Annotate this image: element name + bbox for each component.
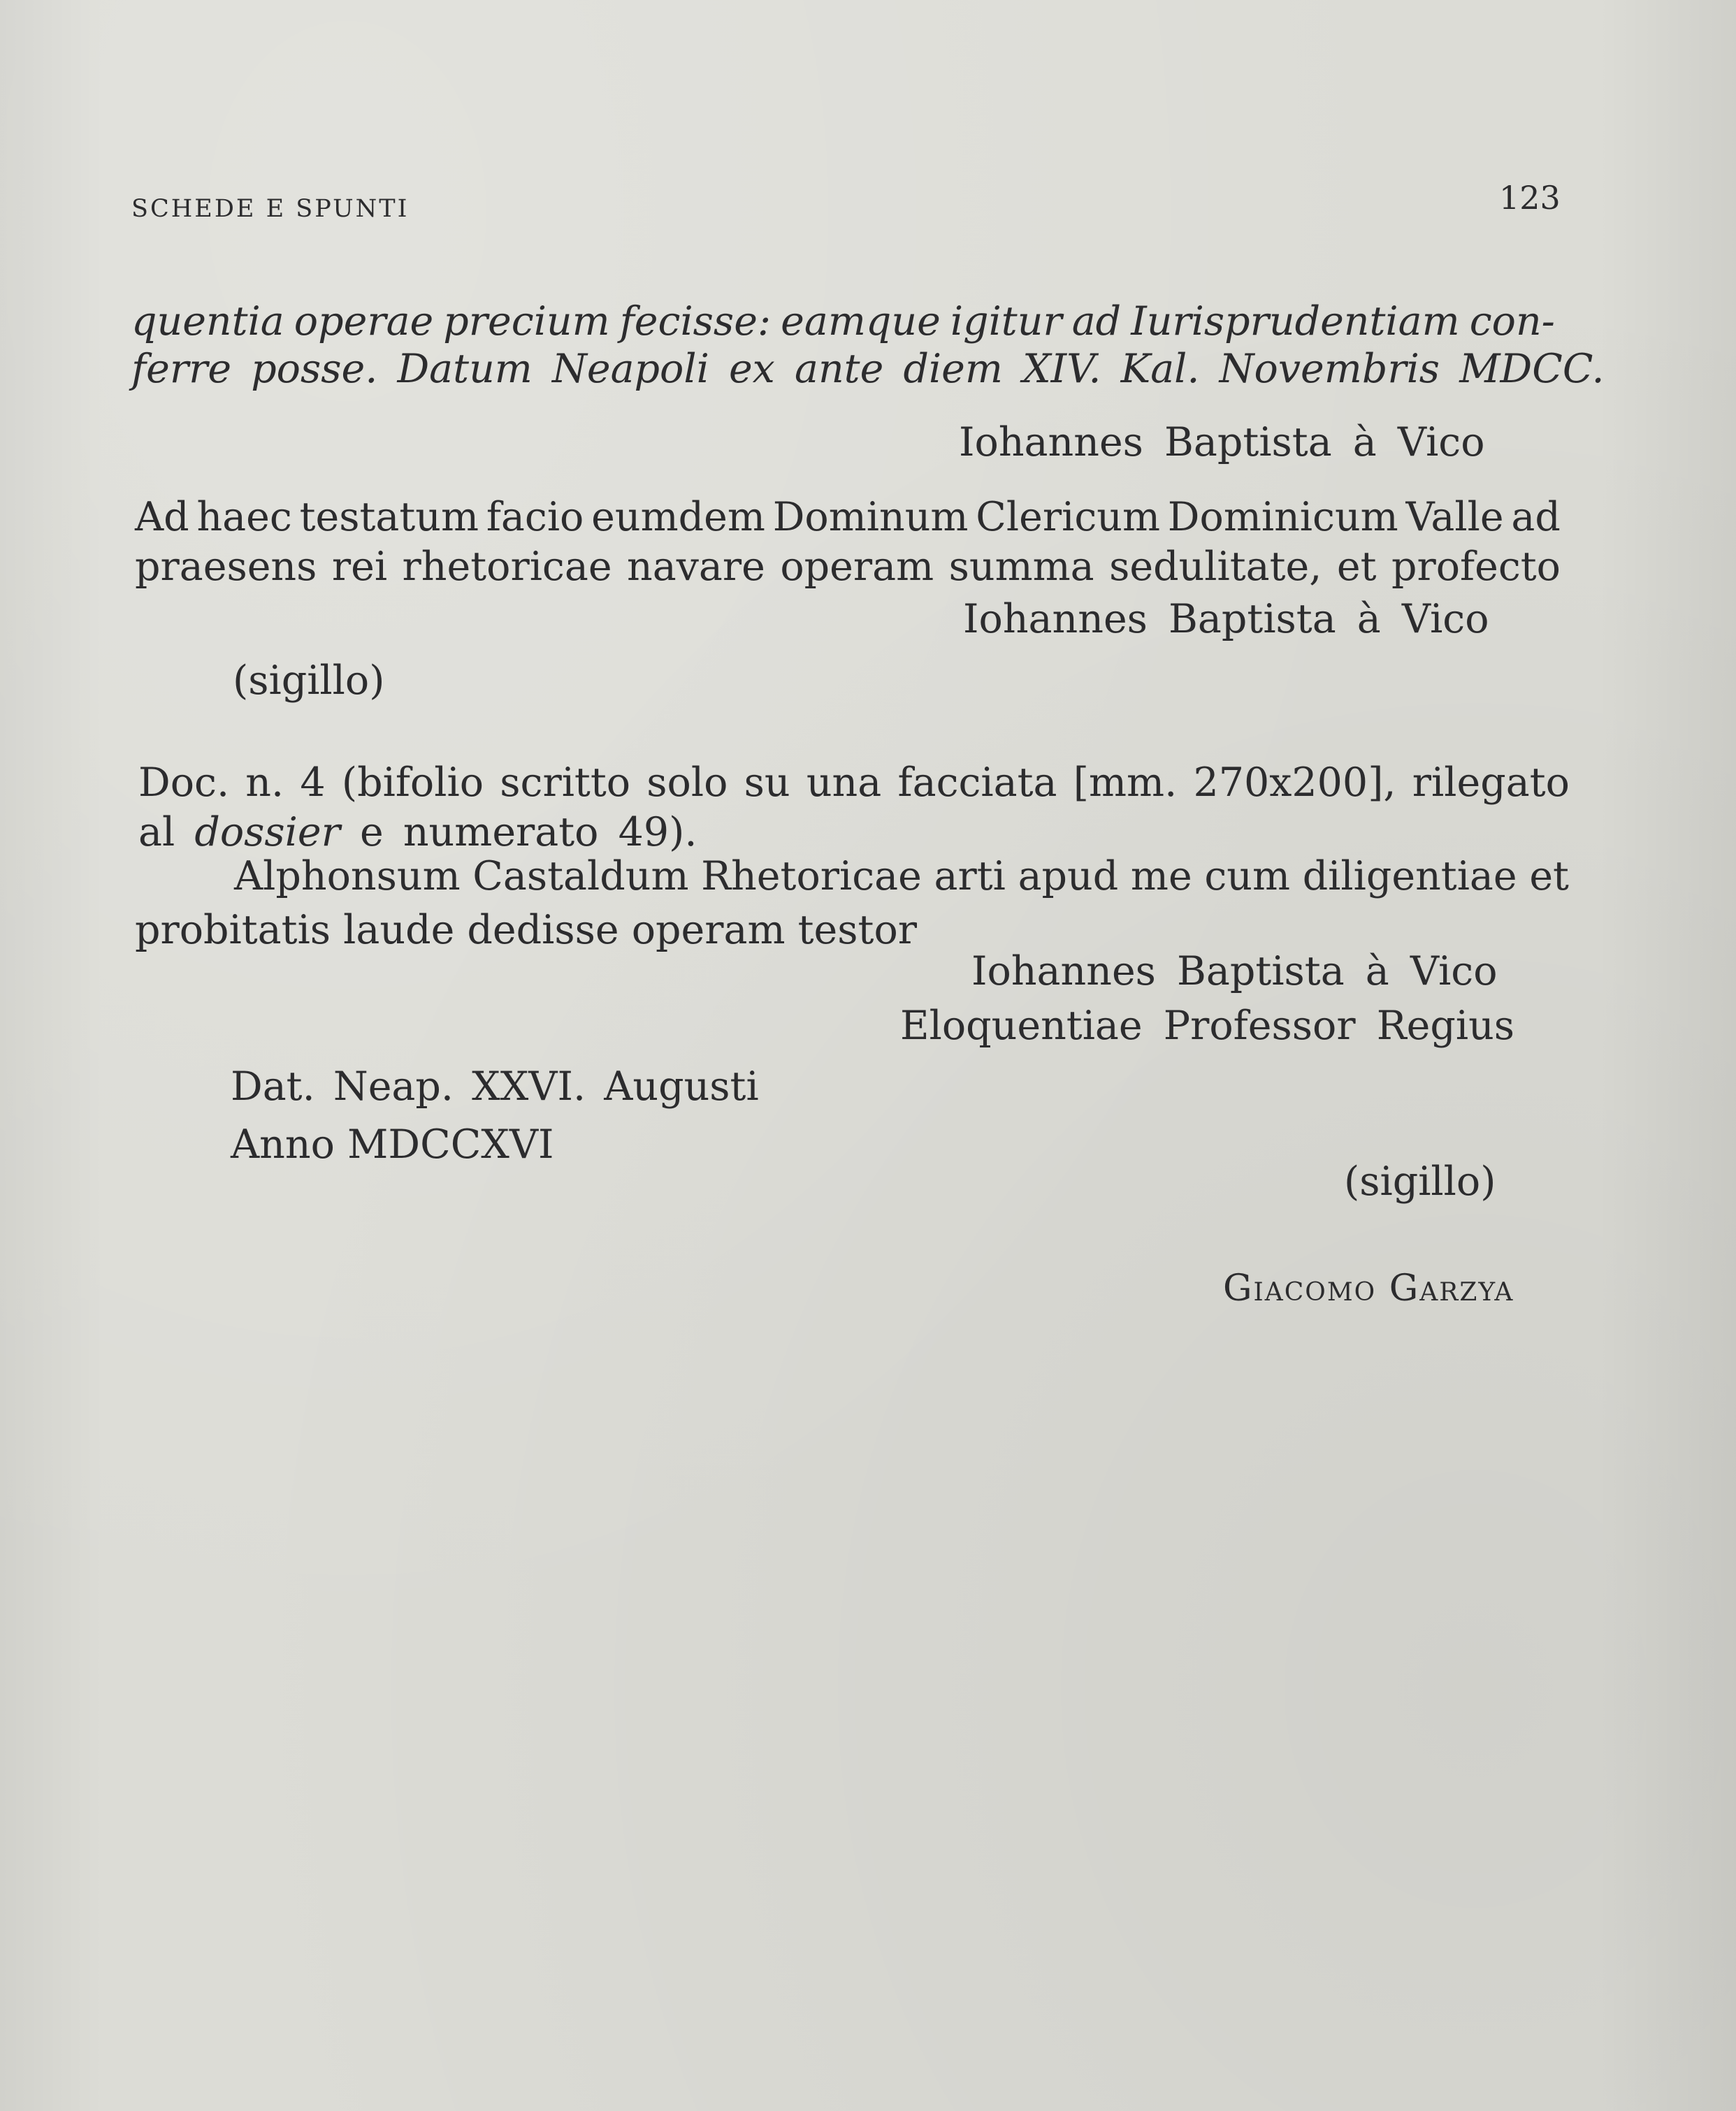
doc4-description-line-2 — [138, 809, 697, 855]
word: scritto — [500, 760, 631, 806]
word: Dominicum — [1167, 494, 1398, 540]
word: profecto — [1391, 544, 1561, 590]
word: diligentiae — [1302, 853, 1517, 899]
word: Dominum — [772, 494, 969, 540]
word: ex — [728, 346, 775, 392]
word: ante — [794, 346, 884, 392]
word: et — [1529, 853, 1569, 899]
word: summa — [948, 544, 1094, 590]
doc4-date-line-2: Anno MDCCXVI — [231, 1122, 554, 1168]
word: eumdem — [591, 494, 765, 540]
doc4-seal: (sigillo) — [1344, 1159, 1496, 1205]
word: Alphonsum — [234, 853, 461, 899]
word: fecisse: — [619, 298, 772, 344]
word: una — [806, 760, 882, 806]
word: posse. — [251, 346, 378, 392]
word: ad — [1071, 298, 1122, 344]
word: [mm. — [1073, 760, 1178, 806]
word: me — [1130, 853, 1192, 899]
doc4-date-line-1: Dat. Neap. XXVI. Augusti — [231, 1064, 759, 1110]
doc3-signature-1: Iohannes Baptista à Vico — [959, 419, 1485, 465]
word: Castaldum — [472, 853, 689, 899]
word: XIV. — [1022, 346, 1101, 392]
word: haec — [196, 494, 292, 540]
word: praesens — [135, 544, 317, 590]
word: con- — [1469, 298, 1555, 344]
word: precium — [443, 298, 610, 344]
doc3-latin-line-2 — [131, 346, 1605, 392]
word: Valle — [1405, 494, 1504, 540]
word: operam — [780, 544, 934, 590]
word: et — [1336, 544, 1377, 590]
doc4-text-line-1 — [234, 853, 1569, 899]
doc4-text-line-2: probitatis laude dedisse operam testor — [135, 907, 918, 953]
word: cum — [1204, 853, 1291, 899]
word: MDCC. — [1459, 346, 1605, 392]
word: 270x200], — [1193, 760, 1396, 806]
doc4-signature-title: Eloquentiae Professor Regius — [900, 1003, 1515, 1049]
word: testatum — [299, 494, 479, 540]
word: su — [744, 760, 790, 806]
word: facciata — [897, 760, 1057, 806]
word: Neapoli — [551, 346, 709, 392]
doc4-description-end: e numerato 49). — [340, 809, 697, 855]
word: Novembris — [1219, 346, 1440, 392]
word: apud — [1018, 853, 1119, 899]
word: diem — [903, 346, 1003, 392]
word: facio — [486, 494, 584, 540]
word: rei — [331, 544, 388, 590]
word: n. — [245, 760, 284, 806]
word: Datum — [397, 346, 533, 392]
doc4-description-italic: dossier — [194, 809, 340, 855]
word: ferre — [131, 346, 232, 392]
doc3-latin-line-1 — [131, 298, 1555, 344]
word: Clericum — [976, 494, 1161, 540]
doc3-note-line-2 — [135, 544, 1561, 590]
word: ad — [1511, 494, 1561, 540]
word: arti — [934, 853, 1006, 899]
page-number: 123 — [1499, 179, 1561, 217]
doc3-seal: (sigillo) — [233, 658, 385, 704]
word: Doc. — [138, 760, 230, 806]
doc3-signature-2: Iohannes Baptista à Vico — [963, 596, 1489, 642]
word: (bifolio — [341, 760, 484, 806]
running-title: SCHEDE E SPUNTI — [131, 195, 410, 223]
word: rilegato — [1412, 760, 1570, 806]
author-name: Giacomo Garzya — [1223, 1268, 1514, 1310]
word: Iurisprudentiam — [1131, 298, 1460, 344]
word: navare — [627, 544, 765, 590]
word: operae — [294, 298, 434, 344]
word: eamque — [781, 298, 941, 344]
word: solo — [646, 760, 728, 806]
word: quentia — [131, 298, 284, 344]
doc4-description-line-1 — [138, 760, 1570, 806]
doc4-description-start: al — [138, 809, 195, 855]
word: sedulitate, — [1109, 544, 1322, 590]
word: Kal. — [1120, 346, 1200, 392]
word: Ad — [135, 494, 189, 540]
doc4-signature-name: Iohannes Baptista à Vico — [971, 948, 1498, 994]
word: rhetoricae — [402, 544, 612, 590]
word: 4 — [300, 760, 326, 806]
word: igitur — [950, 298, 1062, 344]
word: Rhetoricae — [701, 853, 922, 899]
doc3-note-line-1 — [135, 494, 1561, 540]
